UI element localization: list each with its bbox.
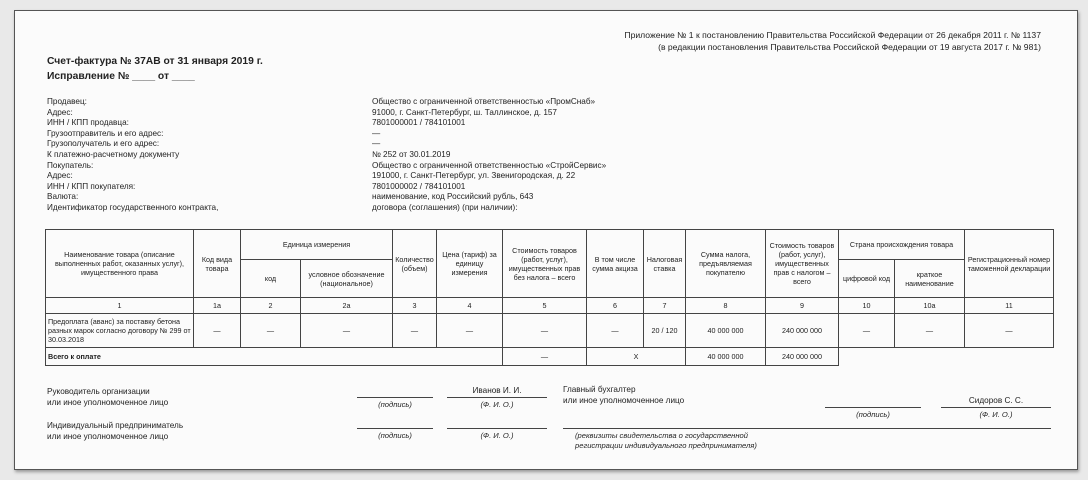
header-unit: Единица измерения [241,230,393,260]
registration-line [563,428,1051,429]
registration-note-2: регистрации индивидуального предпринимателя) [575,441,757,450]
header-cost-with-tax: Стоимость товаров (работ, услуг), имущественных прав с налогом – всего [766,230,839,298]
column-number: 7 [644,298,686,314]
field-value: № 252 от 30.01.2019 [372,150,451,159]
column-number: 3 [393,298,437,314]
column-number: 5 [503,298,587,314]
total-tax-sum: 40 000 000 [686,348,766,366]
table-cell: — [301,314,393,348]
table-cell: — [503,314,587,348]
entrepreneur-signature-caption: (подпись) [378,431,412,440]
header-quantity: Количество (объем) [393,230,437,298]
entrepreneur-label-1: Индивидуальный предприниматель [47,421,184,430]
total-label: Всего к оплате [46,348,503,366]
field-label: Адрес: [47,171,73,181]
head-label-2: или иное уполномоченное лицо [47,398,169,407]
field-label: Грузоотправитель и его адрес: [47,128,164,138]
header-country-name: краткое наименование [895,260,965,298]
accountant-name-caption: (Ф. И. О.) [979,410,1013,419]
table-cell: — [965,314,1054,348]
field-value: 7801000002 / 784101001 [372,181,466,191]
table-cell: — [587,314,644,348]
header-country: Страна происхождения товара [839,230,965,260]
total-cost-with-tax: 240 000 000 [766,348,839,366]
header-country-code: цифровой код [839,260,895,298]
table-cell: 20 / 120 [644,314,686,348]
decree-note-line2: (в редакции постановления Правительства Российской Федерации от 19 августа 2017 г. № 981) [658,42,1041,52]
field-label: ИНН / КПП продавца: [47,118,129,128]
accountant-signature-caption: (подпись) [856,410,890,419]
header-unit-symbol: условное обозначение (национальное) [301,260,393,298]
table-cell: — [895,314,965,348]
header-tax-rate: Налоговая ставка [644,230,686,298]
total-empty-cell [839,348,895,366]
correction-line: Исправление № ____ от ____ [47,71,195,82]
column-number: 10 [839,298,895,314]
head-name: Иванов И. И. [472,386,522,395]
field-value: 7801000001 / 784101001 [372,118,466,128]
field-value: — [372,139,381,149]
table-cell: — [194,314,241,348]
column-number: 9 [766,298,839,314]
field-label: Продавец: [47,97,87,106]
head-label-1: Руководитель организации [47,387,150,396]
invoice-sheet [14,10,1078,470]
item-description: Предоплата (аванс) за поставку бетона разных марок согласно договору № 299 от 30.03.2018 [46,314,194,348]
column-number: 4 [437,298,503,314]
field-label: Адрес: [47,107,73,117]
field-value: Общество с ограниченной ответственностью «СтройСервис» [372,160,607,170]
entrepreneur-label-2: или иное уполномоченное лицо [47,432,169,441]
header-unit-code: код [241,260,301,298]
field-value: договора (соглашения) (при наличии): [372,203,518,212]
field-value: Общество с ограниченной ответственностью «ПромСнаб» [372,97,596,106]
table-cell: — [241,314,301,348]
total-empty-cell [895,348,965,366]
header-name: Наименование товара (описание выполненных работ, оказанных услуг), имущественного права [46,230,194,298]
accountant-label-2: или иное уполномоченное лицо [563,396,685,405]
field-label: Валюта: [47,192,79,202]
column-number: 2 [241,298,301,314]
column-number: 8 [686,298,766,314]
table-cell: 240 000 000 [766,314,839,348]
accountant-name: Сидоров С. С. [968,396,1024,405]
accountant-label-1: Главный бухгалтер [563,385,636,394]
table-row [46,314,1054,348]
total-empty-cell [965,348,1054,366]
column-number: 6 [587,298,644,314]
header-reg-number: Регистрационный номер таможенной декларации [965,230,1054,298]
accountant-name-line [941,407,1051,408]
field-label: Грузополучатель и его адрес: [47,139,160,149]
header-excise: В том числе сумма акциза [587,230,644,298]
head-name-caption: (Ф. И. О.) [480,400,514,409]
column-number: 10а [895,298,965,314]
column-number: 1а [194,298,241,314]
table-cell: — [393,314,437,348]
accountant-signature-line [825,407,921,408]
field-label: Идентификатор государственного контракта, [47,203,219,212]
field-value: 91000, г. Санкт-Петербург, ш. Таллинское, д. 157 [372,107,557,117]
head-name-line [447,397,547,398]
column-number: 11 [965,298,1054,314]
field-value: 191000, г. Санкт-Петербург, ул. Звенигородская, д. 22 [372,171,576,181]
total-excise: Х [587,348,686,366]
header-price: Цена (тариф) за единицу измерения [437,230,503,298]
header-kind-code: Код вида товара [194,230,241,298]
field-label: Покупатель: [47,160,94,170]
registration-note-1: (реквизиты свидетельства о государственной [575,431,748,440]
table-cell: 40 000 000 [686,314,766,348]
entrepreneur-signature-line [357,428,433,429]
total-cost-without-tax: — [503,348,587,366]
field-label: ИНН / КПП покупателя: [47,181,136,191]
table-cell: — [839,314,895,348]
column-number-row [46,298,1054,314]
header-tax-sum: Сумма налога, предъявляемая покупателю [686,230,766,298]
invoice-title: Счет-фактура № 37АВ от 31 января 2019 г. [47,56,263,67]
total-row [46,348,1054,366]
head-signature-caption: (подпись) [378,400,412,409]
head-signature-line [357,397,433,398]
field-value: — [372,128,381,138]
field-value: наименование, код Российский рубль, 643 [372,192,534,202]
decree-note-line1: Приложение № 1 к постановлению Правительства Российской Федерации от 26 декабря 2011 г. № 1137 [624,30,1041,40]
invoice-table [45,229,1054,366]
table-cell: — [437,314,503,348]
entrepreneur-name-line [447,428,547,429]
entrepreneur-name-caption: (Ф. И. О.) [480,431,514,440]
header-cost-without-tax: Стоимость товаров (работ, услуг), имущественных прав без налога – всего [503,230,587,298]
column-number: 2а [301,298,393,314]
column-number: 1 [46,298,194,314]
field-label: К платежно-расчетному документу [47,150,180,159]
